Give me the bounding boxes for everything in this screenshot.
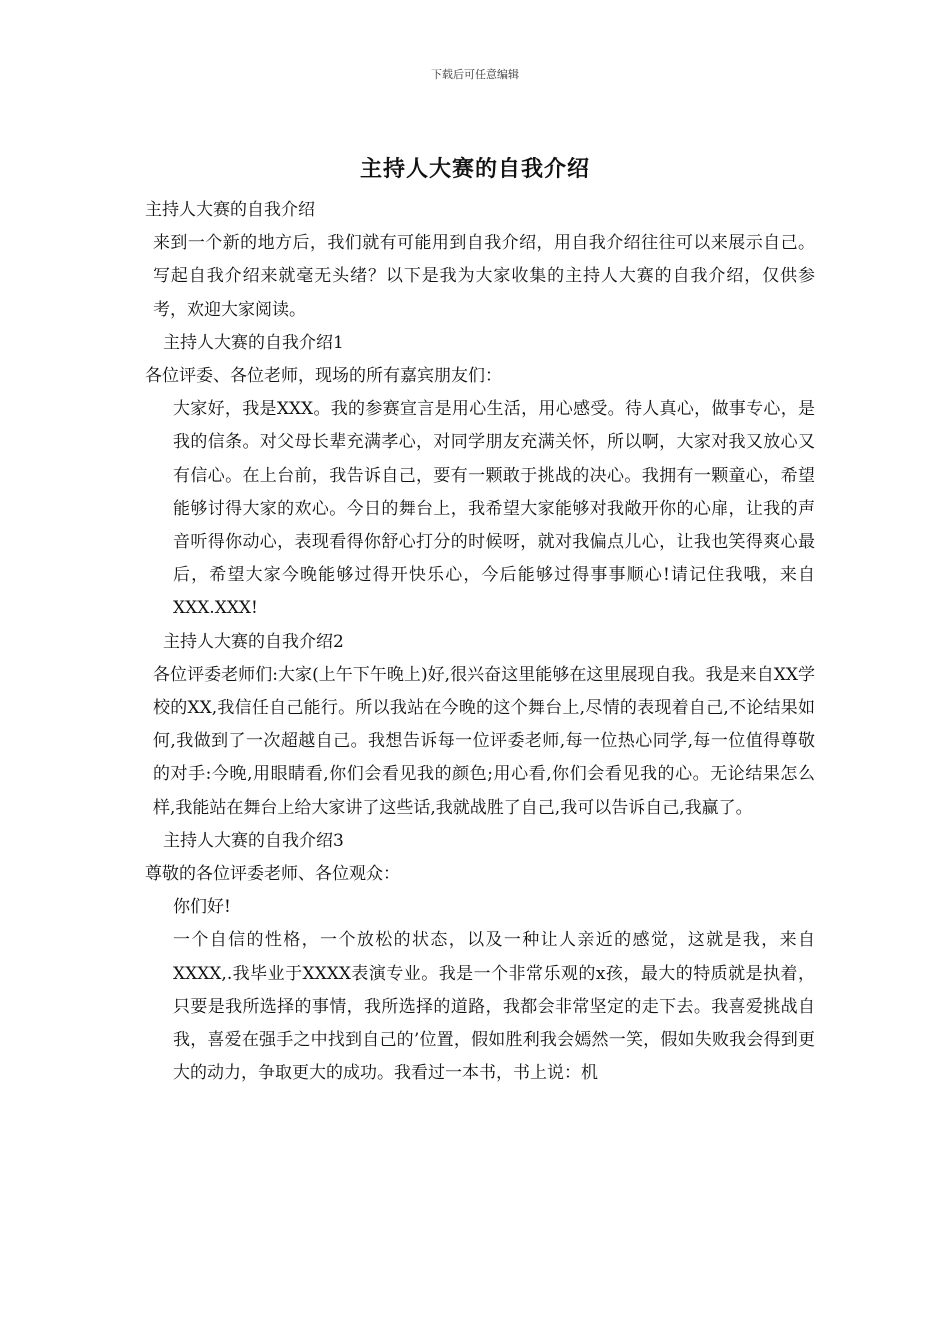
- document-body: [145, 194, 815, 1090]
- intro-paragraph: 来到一个新的地方后，我们就有可能用到自我介绍，用自我介绍往往可以来展示自己。写起自我介绍来就毫无头绪？以下是我为大家收集的主持人大赛的自我介绍，仅供参考，欢迎大家阅读。: [153, 233, 815, 320]
- greeting-1: 各位评委、各位老师，现场的所有嘉宾朋友们：: [145, 366, 502, 387]
- body-paragraph-3: 一个自信的性格，一个放松的状态，以及一种让人亲近的感觉，这就是我，来自XXXX,.我毕业于XXXX表演专业。我是一个非常乐观的x孩，最大的特质就是执着，只要是我所选择的事情，我所选择的道路，我都会非常坚定的走下去。我喜爱挑战自我，喜爱在强手之中找到自己的’位置，假如胜利我会嫣然一笑，假如失败我会得到更大的动力，争取更大的成功。我看过一本书，书上说：机: [173, 930, 815, 1084]
- subtitle-paragraph: 主持人大赛的自我介绍: [145, 200, 315, 220]
- document-title: 主持人大赛的自我介绍: [359, 156, 590, 182]
- section-heading-2: 主持人大赛的自我介绍2: [163, 631, 344, 652]
- section-heading-1: 主持人大赛的自我介绍1: [163, 332, 344, 353]
- section-heading-3: 主持人大赛的自我介绍3: [163, 830, 344, 851]
- hello-line: 你们好!: [173, 897, 231, 918]
- greeting-3: 尊敬的各位评委老师、各位观众：: [145, 864, 400, 885]
- body-paragraph-1: 大家好，我是XXX。我的参赛宣言是用心生活，用心感受。待人真心，做事专心，是我的信条。对父母长辈充满孝心，对同学朋友充满关怀，所以啊，大家对我又放心又有信心。在上台前，我告诉自己，要有一颗敢于挑战的决心。我拥有一颗童心，希望能够讨得大家的欢心。今日的舞台上，我希望大家能够对我敞开你的心扉，让我的声音听得你动心，表现看得你舒心打分的时候呀，就对我偏点儿心，让我也笑得爽心最后，希望大家今晚能够过得开快乐心，今后能够过得事事顺心!请记住我哦，来自XXX.XXX!: [173, 399, 815, 619]
- page-header: 下载后可任意编辑: [431, 68, 519, 81]
- body-paragraph-2: 各位评委老师们:大家(上午下午晚上)好,很兴奋这里能够在这里展现自我。我是来自XX学校的XX,我信任自己能行。所以我站在今晚的这个舞台上,尽情的表现着自己,不论结果如何,我做到了一次超越自己。我想告诉每一位评委老师,每一位热心同学,每一位值得尊敬的对手:今晚,用眼睛看,你们会看见我的颜色;用心看,你们会看见我的心。无论结果怎么样,我能站在舞台上给大家讲了这些话,我就战胜了自己,我可以告诉自己,我赢了。: [153, 664, 815, 818]
